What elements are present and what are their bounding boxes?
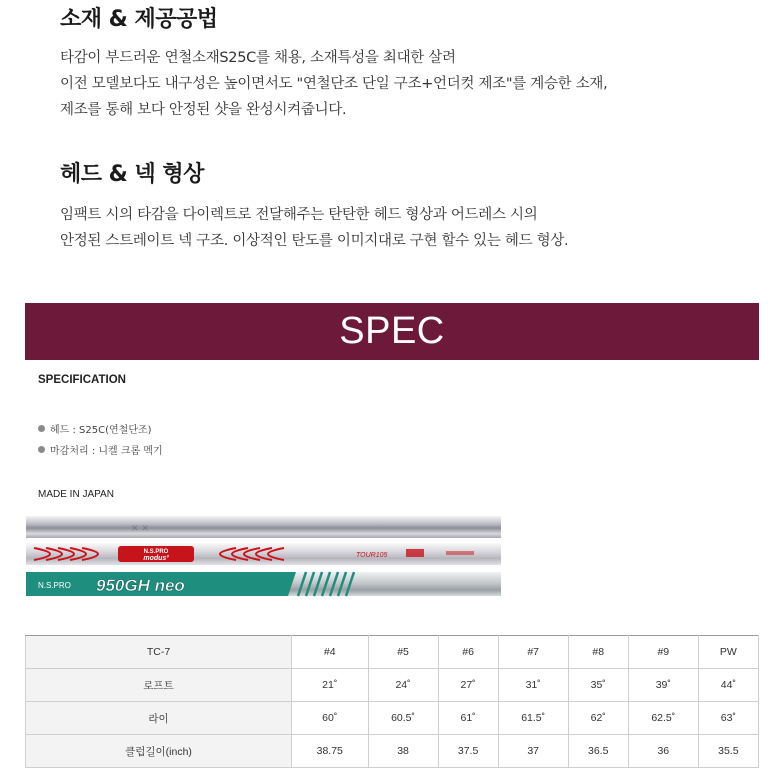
table-cell: 60˚ <box>292 702 369 735</box>
table-cell: 36 <box>628 735 698 768</box>
table-cell: 37 <box>498 735 568 768</box>
head-neck-section <box>60 157 760 254</box>
made-in-label: MADE IN JAPAN <box>38 489 114 500</box>
spec-table <box>25 635 759 768</box>
table-header-cell: #6 <box>438 636 498 669</box>
shaft-ns-label: N.S.PRO <box>38 581 71 590</box>
material-title: 소재 & 제공공법 <box>60 7 218 32</box>
material-line-2: 이전 모델보다도 내구성은 높이면서도 "연철단조 단일 구조+언더컷 제조"를 계승한 소재, <box>60 76 608 92</box>
table-row-label: 로프트 <box>26 669 292 702</box>
shaft-model-label: modus³ <box>143 555 169 562</box>
table-header-cell: TC-7 <box>26 636 292 669</box>
svg-text:✕ ✕: ✕ ✕ <box>131 524 149 534</box>
table-cell: 60.5˚ <box>368 702 438 735</box>
table-cell: 27˚ <box>438 669 498 702</box>
spec-item-finish <box>38 439 163 460</box>
head-neck-title: 헤드 & 넥 형상 <box>60 162 204 187</box>
table-cell: 38 <box>368 735 438 768</box>
table-header-cell: #4 <box>292 636 369 669</box>
table-cell: 62˚ <box>568 702 628 735</box>
spec-item-head <box>38 418 163 439</box>
table-cell: 24˚ <box>368 669 438 702</box>
shafts-image <box>26 513 501 601</box>
table-header-cell: PW <box>698 636 758 669</box>
table-cell: 44˚ <box>698 669 758 702</box>
table-cell: 39˚ <box>628 669 698 702</box>
material-section <box>60 2 760 123</box>
material-line-3: 제조를 통해 보다 안정된 샷을 완성시켜줍니다. <box>60 102 347 118</box>
table-cell: 61.5˚ <box>498 702 568 735</box>
spec-item-head-text: 헤드 : S25C(연철단조) <box>50 425 152 436</box>
shaft-modus <box>26 543 501 565</box>
spec-banner-label: SPEC <box>339 310 445 352</box>
shaft-950-label: 950GH neo <box>96 576 185 595</box>
spec-item-finish-text: 마감처리 : 니켈 크롬 멕기 <box>50 446 163 457</box>
table-header-cell: #7 <box>498 636 568 669</box>
spec-banner <box>25 303 759 360</box>
table-cell: 38.75 <box>292 735 369 768</box>
table-header-cell: #9 <box>628 636 698 669</box>
head-neck-line-2: 안정된 스트레이트 넥 구조. 이상적인 탄도를 이미지대로 구현 할수 있는 헤드 형상. <box>60 233 569 249</box>
table-row-label: 라이 <box>26 702 292 735</box>
table-row <box>26 735 759 768</box>
specification-list <box>38 418 163 460</box>
shaft-neo <box>26 572 501 596</box>
table-cell: 37.5 <box>438 735 498 768</box>
head-neck-line-1: 임팩트 시의 타감을 다이렉트로 전달해주는 탄탄한 헤드 형상과 어드레스 시의 <box>60 207 538 223</box>
table-cell: 63˚ <box>698 702 758 735</box>
table-cell: 36.5 <box>568 735 628 768</box>
table-header-row <box>26 636 759 669</box>
material-line-1: 타감이 부드러운 연철소재S25C를 채용, 소재특성을 최대한 살려 <box>60 50 456 66</box>
table-cell: 21˚ <box>292 669 369 702</box>
bullet-icon <box>38 446 45 453</box>
table-row-label: 클럽길이(inch) <box>26 735 292 768</box>
shaft-top <box>26 516 501 538</box>
shaft-tour-label: TOUR105 <box>356 552 388 559</box>
bullet-icon <box>38 425 45 432</box>
table-cell: 62.5˚ <box>628 702 698 735</box>
specification-heading: SPECIFICATION <box>38 374 126 386</box>
table-header-cell: #8 <box>568 636 628 669</box>
table-cell: 35˚ <box>568 669 628 702</box>
table-cell: 31˚ <box>498 669 568 702</box>
table-row <box>26 669 759 702</box>
table-header-cell: #5 <box>368 636 438 669</box>
table-cell: 61˚ <box>438 702 498 735</box>
shaft-brand-label: N.S.PRO <box>143 549 169 555</box>
table-cell: 35.5 <box>698 735 758 768</box>
table-row <box>26 702 759 735</box>
